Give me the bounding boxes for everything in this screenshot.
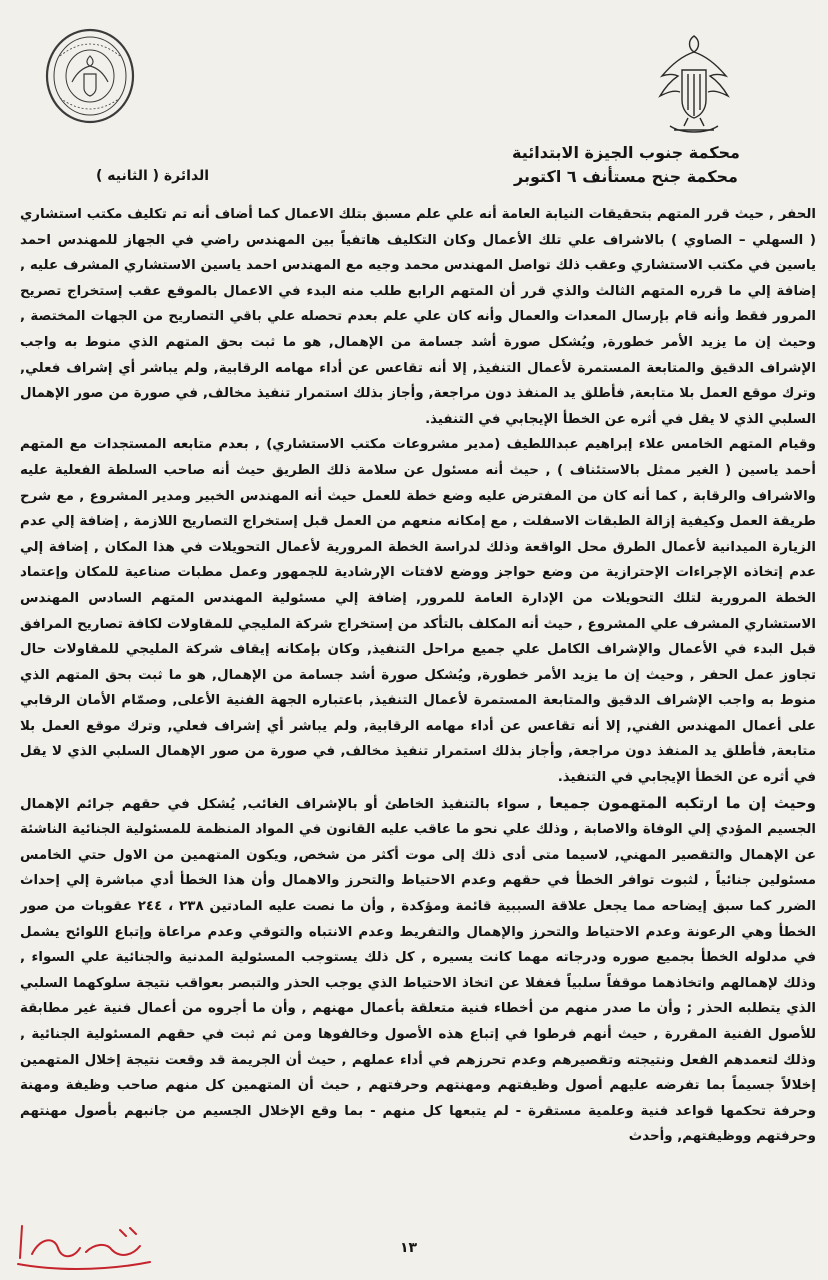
court-division: محكمة جنح مستأنف ٦ اكتوبر bbox=[514, 167, 738, 186]
handwritten-signature bbox=[10, 1218, 160, 1276]
document-body bbox=[20, 202, 816, 1217]
egypt-eagle-emblem bbox=[652, 30, 736, 140]
page-number: ١٣ bbox=[400, 1240, 418, 1256]
circuit-label: الدائرة ( الثانيه ) bbox=[96, 168, 210, 184]
final-paragraph bbox=[20, 791, 816, 1150]
court-seal-stamp bbox=[44, 26, 136, 126]
court-name: محكمة جنوب الجيزة الابتدائية bbox=[512, 143, 740, 162]
court-header bbox=[496, 141, 756, 189]
body-paragraph: وقيام المتهم الخامس علاء إبراهيم عبداللطيف (مدير مشروعات مكتب الاستشاري) , بعدم متابعه المستجدات مع المتهم أحمد ياسين ( الغير ممثل بالاستئناف ) , حيث أنه مسئول عن سلامة ذلك الطريق حيث أنه صاحب السلطة الفعلية عليه والاشراف والرقابة , كما أنه كان من المفترض عليه وضع خطة للعمل حيث أنه المهندس الخبير ومدير المشروع , مع شرح طريقة العمل وكيفية إزالة الطبقات الاسفلت , مع إمكانه منعهم من العمل قبل إستخراج التصاريح اللازمة , إضافة إلي عدم الزيارة الميدانية لأعمال الطرق محل الواقعة وذلك لدراسة الخطة المرورية لأعمال التحويلات في هذا المكان , إضافة إلي عدم إتخاذه الإجراءات الإحترازية من وضع حواجز ووضع لافتات الإرشادية للجمهور وعمل مطبات صناعية للمكان وإعتماد الخطة المرورية لتلك التحويلات من الإدارة العامة للمرور, إضافة إلي مسئولية المهندس المتهم السادس المهندس الاستشاري المشرف علي المشروع , حيث أنه المكلف بالتأكد من إستخراج شركة المليجي للمقاولات لكافة تصاريح المرافق قبل البدء في الأعمال والإشراف الكامل علي جميع مراحل التنفيذ, وكان بإمكانه إيقاف شركة المليجي للمقاولات حال تجاوز عمل الحفر , وحيث إن ما يزيد الأمر خطورة, ويُشكل صورة أشد جسامة من الإهمال, هو ما ثبت بحق المتهم الذي منوط به واجب الإشراف الدقيق والمتابعة المستمرة لأعمال التنفيذ, باعتباره الجهة الفنية الأعلى, وصمّام الأمان الرقابي على أعمال المهندس الفني, إلا أنه تقاعس عن أداء مهامه الرقابية, ولم يباشر أي إشراف فعلي, وترك موقع العمل بلا متابعة, فأطلق يد المنفذ دون مراجعة, وأجاز بذلك استمرار تنفيذ مخالف, في صورة من صور الإهمال السلبي الذي لا يقل في أثره عن الخطأ الإيجابي في التنفيذ. bbox=[20, 437, 816, 786]
body-paragraph: الحفر , حيث قرر المتهم بتحقيقات النيابة العامة أنه علي علم مسبق بتلك الاعمال كما أضاف أنه تم تكليف مكتب استشاري ( السهلي – الصاوي ) بالاشراف علي تلك الأعمال وكان التكليف هاتفياً بين المهندس راضي في الجهاز للمهندس احمد ياسين في مكتب الاستشاري وعقب ذلك تواصل المهندس محمد وجيه مع المهندس احمد ياسين الاستشاري المشرف عليه , إضافة إلي ما قرره المتهم الثالث والذي قرر أن المتهم الرابع طلب منه البدء في الاعمال بالموقع عقب إستخراج تصريح المرور فقط وأنه قام بإرسال المعدات والعمال وأنه كان علي علم بعدم تحصله علي باقي التصاريح من الجهات المختصة , وحيث إن ما يزيد الأمر خطورة, ويُشكل صورة أشد جسامة من الإهمال, هو ما ثبت بحق المتهم الذي منوط به واجب الإشراف الدقيق والمتابعة المستمرة لأعمال التنفيذ, إلا أنه تقاعس عن أداء مهامه الرقابية, ولم يباشر أي إشراف فعلي, وترك موقع العمل بلا متابعة, فأطلق يد المنفذ دون مراجعة, وأجاز بذلك استمرار تنفيذ مخالف, في صورة من صور الإهمال السلبي الذي لا يقل في أثره عن الخطأ الإيجابي في التنفيذ. bbox=[20, 207, 816, 427]
final-paragraph-text: , سواء بالتنفيذ الخاطئ أو بالإشراف الغائب, يُشكل في حقهم جرائم الإهمال الجسيم المؤدي إلي الوفاة والاصابة , وذلك علي نحو ما عاقب عليه القانون في المواد المنظمة للمسئولية الجنائية الناشئة عن الإهمال والتقصير المهني, لاسيما متى أدى ذلك إلى موت أكثر من شخص, ويكون المتهمين من الاول حتي الخامس مسئولين جنائياً , لثبوت توافر الخطأ في حقهم وعدم الاحتياط والتحرز والاهمال وأن هذا الخطأ أدي مباشرة إلي إحداث الضرر كما سبق إيضاحه مما يجعل علاقة السببية قائمة ومؤكدة , وأن ما نصت عليه المادتين ٢٣٨ ، ٢٤٤ عقوبات من صور الخطأ وهي الرعونة وعدم الاحتياط والتحرز والإهمال والتفريط وعدم الانتباه والتوقي وعدم مراعاة وإتباع اللوائح يشمل في مدلوله الخطأ بجميع صوره ودرجاته مهما كانت يسيره , كل ذلك يستوجب المسئولية المدنية والجنائية علي السواء , وذلك لإهمالهم واتخاذهما موقفاً سلبياً فغفلا عن اتخاذ الاحتياط الذي يوجب الحذر والتبصر بعواقب نتيجة سلوكهما السلبي الذي يتطلبه الحذر ; وأن ما صدر منهم من أخطاء فنية متعلقة بأعمال مهنهم , وأن ما أجروه من أعمال فنية غير مطابقة للأصول الفنية المقررة , حيث أنهم فرطوا في إتباع هذه الأصول وخالفوها ومن ثم ثبت في حقهم المسئولية الجنائية , وذلك لتعمدهم الفعل ونتيجته وتقصيرهم وعدم تحرزهم في أداء عملهم , حيث أن الجريمة قد وقعت نتيجة إخلال المتهمين إخلالاً جسيماً بما تفرضه عليهم أصول وظيفتهم ومهنتهم وحرفتهم , حيث أن المتهمين كل منهم صاحب وظيفة ومهنة وحرفة تحكمها قواعد فنية وعلمية مستقرة - لم يتبعها كل منهم - بما وقع الإخلال الجسيم من جانبهم بأصول مهنتهم وحرفتهم ووظيفتهم, وأحدث bbox=[20, 796, 816, 1145]
final-paragraph-lead: وحيث إن ما ارتكبه المتهمون جميعا bbox=[549, 793, 816, 812]
